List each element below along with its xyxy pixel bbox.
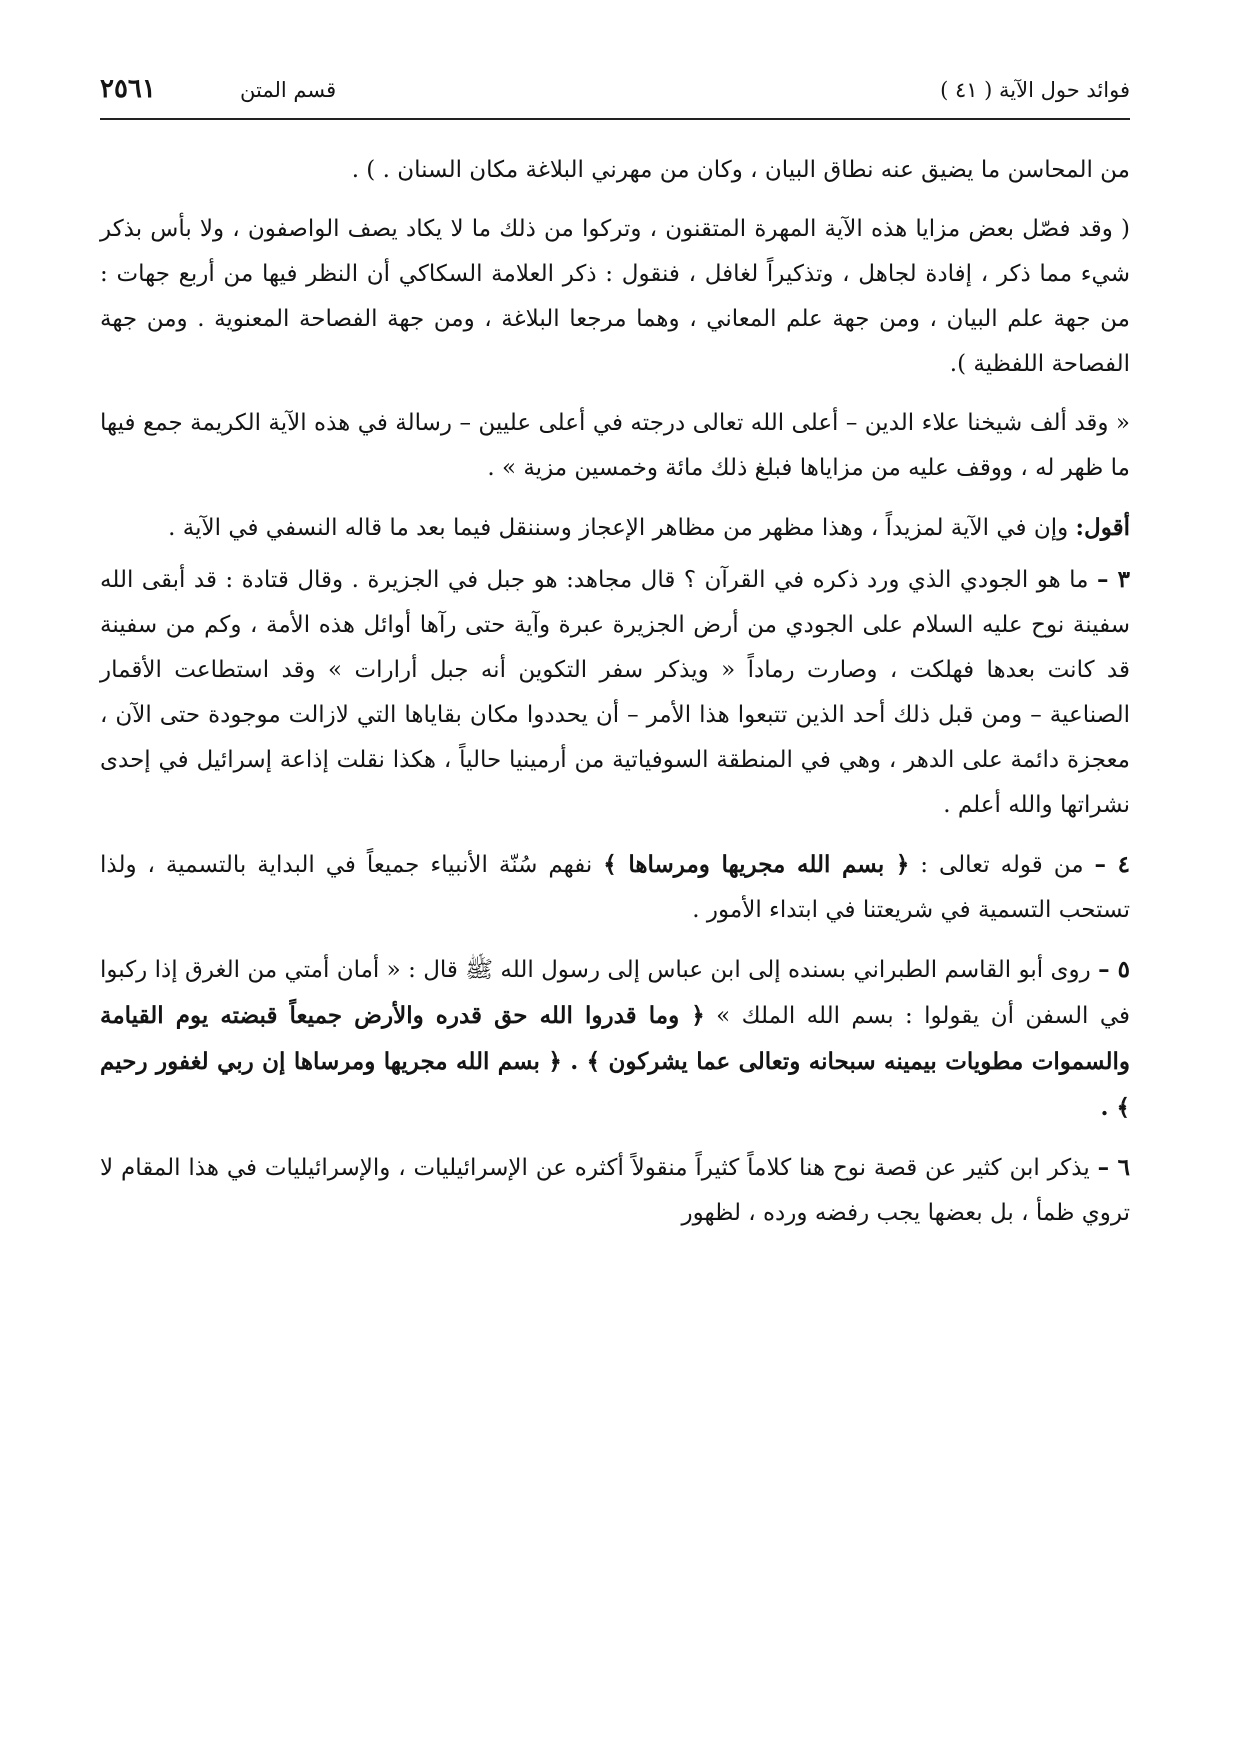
- paragraph-item-4-basmala: [100, 842, 1130, 933]
- paragraph-aqul: [100, 505, 1130, 551]
- paragraph-text: ما هو الجودي الذي ورد ذكره في القرآن ؟ قال مجاهد: هو جبل في الجزيرة . وقال قتادة : قد أبقى الله سفينة نوح عليه السلام على الجودي من أرض الجزيرة عبرة وآية حتى رآها أوائل هذه الأمة ، وكم من سفينة قد كانت بعدها فهلكت ، وصارت رماداً « ويذكر سفر التكوين أنه جبل أرارات » وقد استطاعت الأقمار الصناعية – ومن قبل ذلك أحد الذين تتبعوا هذا الأمر – أن يحددوا مكان بقاياها التي لازالت موجودة حتى الآن ، معجزة دائمة على الدهر ، وهي في المنطقة السوفياتية من أرمينيا حالياً ، هكذا نقلت إذاعة إسرائيل في إحدى نشراتها والله أعلم .: [100, 567, 1130, 818]
- page-number: ٢٥٦١: [100, 74, 156, 104]
- paragraph-text: نفهم سُنّة الأنبياء جميعاً في البداية بالتسمية ، ولذا تستحب التسمية في شريعتنا في ابتداء الأمور .: [100, 852, 1130, 923]
- item-number: ٣ –: [1096, 566, 1130, 593]
- paragraph-continuation: [100, 148, 1130, 193]
- paragraph-shaykh-treatise: [100, 401, 1130, 491]
- book-page: [100, 70, 1130, 1712]
- paragraph-text: يذكر ابن كثير عن قصة نوح هنا كلاماً كثيراً منقولاً أكثره عن الإسرائيليات ، والإسرائيليات في هذا المقام لا تروي ظمأ ، بل بعضها يجب رفضه ورده ، لظهور: [100, 1155, 1130, 1226]
- paragraph-text: وإن في الآية لمزيداً ، وهذا مظهر من مظاهر الإعجاز وسننقل فيما بعد ما قاله النسفي في الآية .: [168, 515, 1076, 541]
- quran-verse: ﴿ وما قدروا الله حق قدره والأرض جميعاً قبضته يوم القيامة والسموات مطويات بيمينه سبحانه وتعالى عما يشركون ﴾ . ﴿ بسم الله مجريها ومرساها إن ربي لغفور رحيم ﴾ .: [100, 1002, 1130, 1121]
- paragraph-item-3-judi: [100, 557, 1130, 828]
- item-number: ٦ –: [1097, 1154, 1130, 1181]
- section-label: قسم المتن: [240, 78, 337, 102]
- paragraph-text: ( وقد فصّل بعض مزايا هذه الآية المهرة المتقنون ، وتركوا من ذلك ما لا يكاد يصف الواصفون ، ولا بأس بذكر شيء مما ذكر ، إفادة لجاهل ، وتذكيراً لغافل ، فنقول : ذكر العلامة السكاكي أن النظر فيها من أربع جهات : من جهة علم البيان ، ومن جهة علم المعاني ، وهما مرجعا البلاغة ، ومن جهة الفصاحة المعنوية . ومن جهة الفصاحة اللفظية ).: [100, 216, 1131, 377]
- item-number: ٤ –: [1094, 851, 1130, 878]
- running-title: فوائد حول الآية ( ٤١ ): [940, 78, 1130, 102]
- paragraph-text: من قوله تعالى :: [909, 852, 1095, 878]
- page-header: [100, 70, 1130, 120]
- paragraph-lead: أقول:: [1075, 514, 1130, 541]
- paragraph-text: « وقد ألف شيخنا علاء الدين – أعلى الله تعالى درجته في أعلى عليين – رسالة في هذه الآية الكريمة جمع فيها ما ظهر له ، ووقف عليه من مزاياها فبلغ ذلك مائة وخمسين مزية » .: [100, 410, 1130, 481]
- paragraph-text: من المحاسن ما يضيق عنه نطاق البيان ، وكان من مهرني البلاغة مكان السنان . ) .: [351, 157, 1130, 183]
- page-body: [100, 148, 1130, 1236]
- paragraph-sakkaki-quote: [100, 207, 1130, 387]
- item-number: ٥ –: [1098, 956, 1130, 983]
- quran-verse: ﴿ بسم الله مجريها ومرساها ﴾: [603, 851, 910, 878]
- paragraph-item-6-ibn-kathir: [100, 1145, 1130, 1236]
- paragraph-item-5-tabarani: [100, 947, 1130, 1131]
- paragraph-text: روى أبو القاسم الطبراني بسنده إلى ابن عباس إلى رسول الله ﷺ قال : « أمان أمتي من الغرق إذا ركبوا في السفن أن يقولوا : بسم الله الملك »: [100, 957, 1130, 1029]
